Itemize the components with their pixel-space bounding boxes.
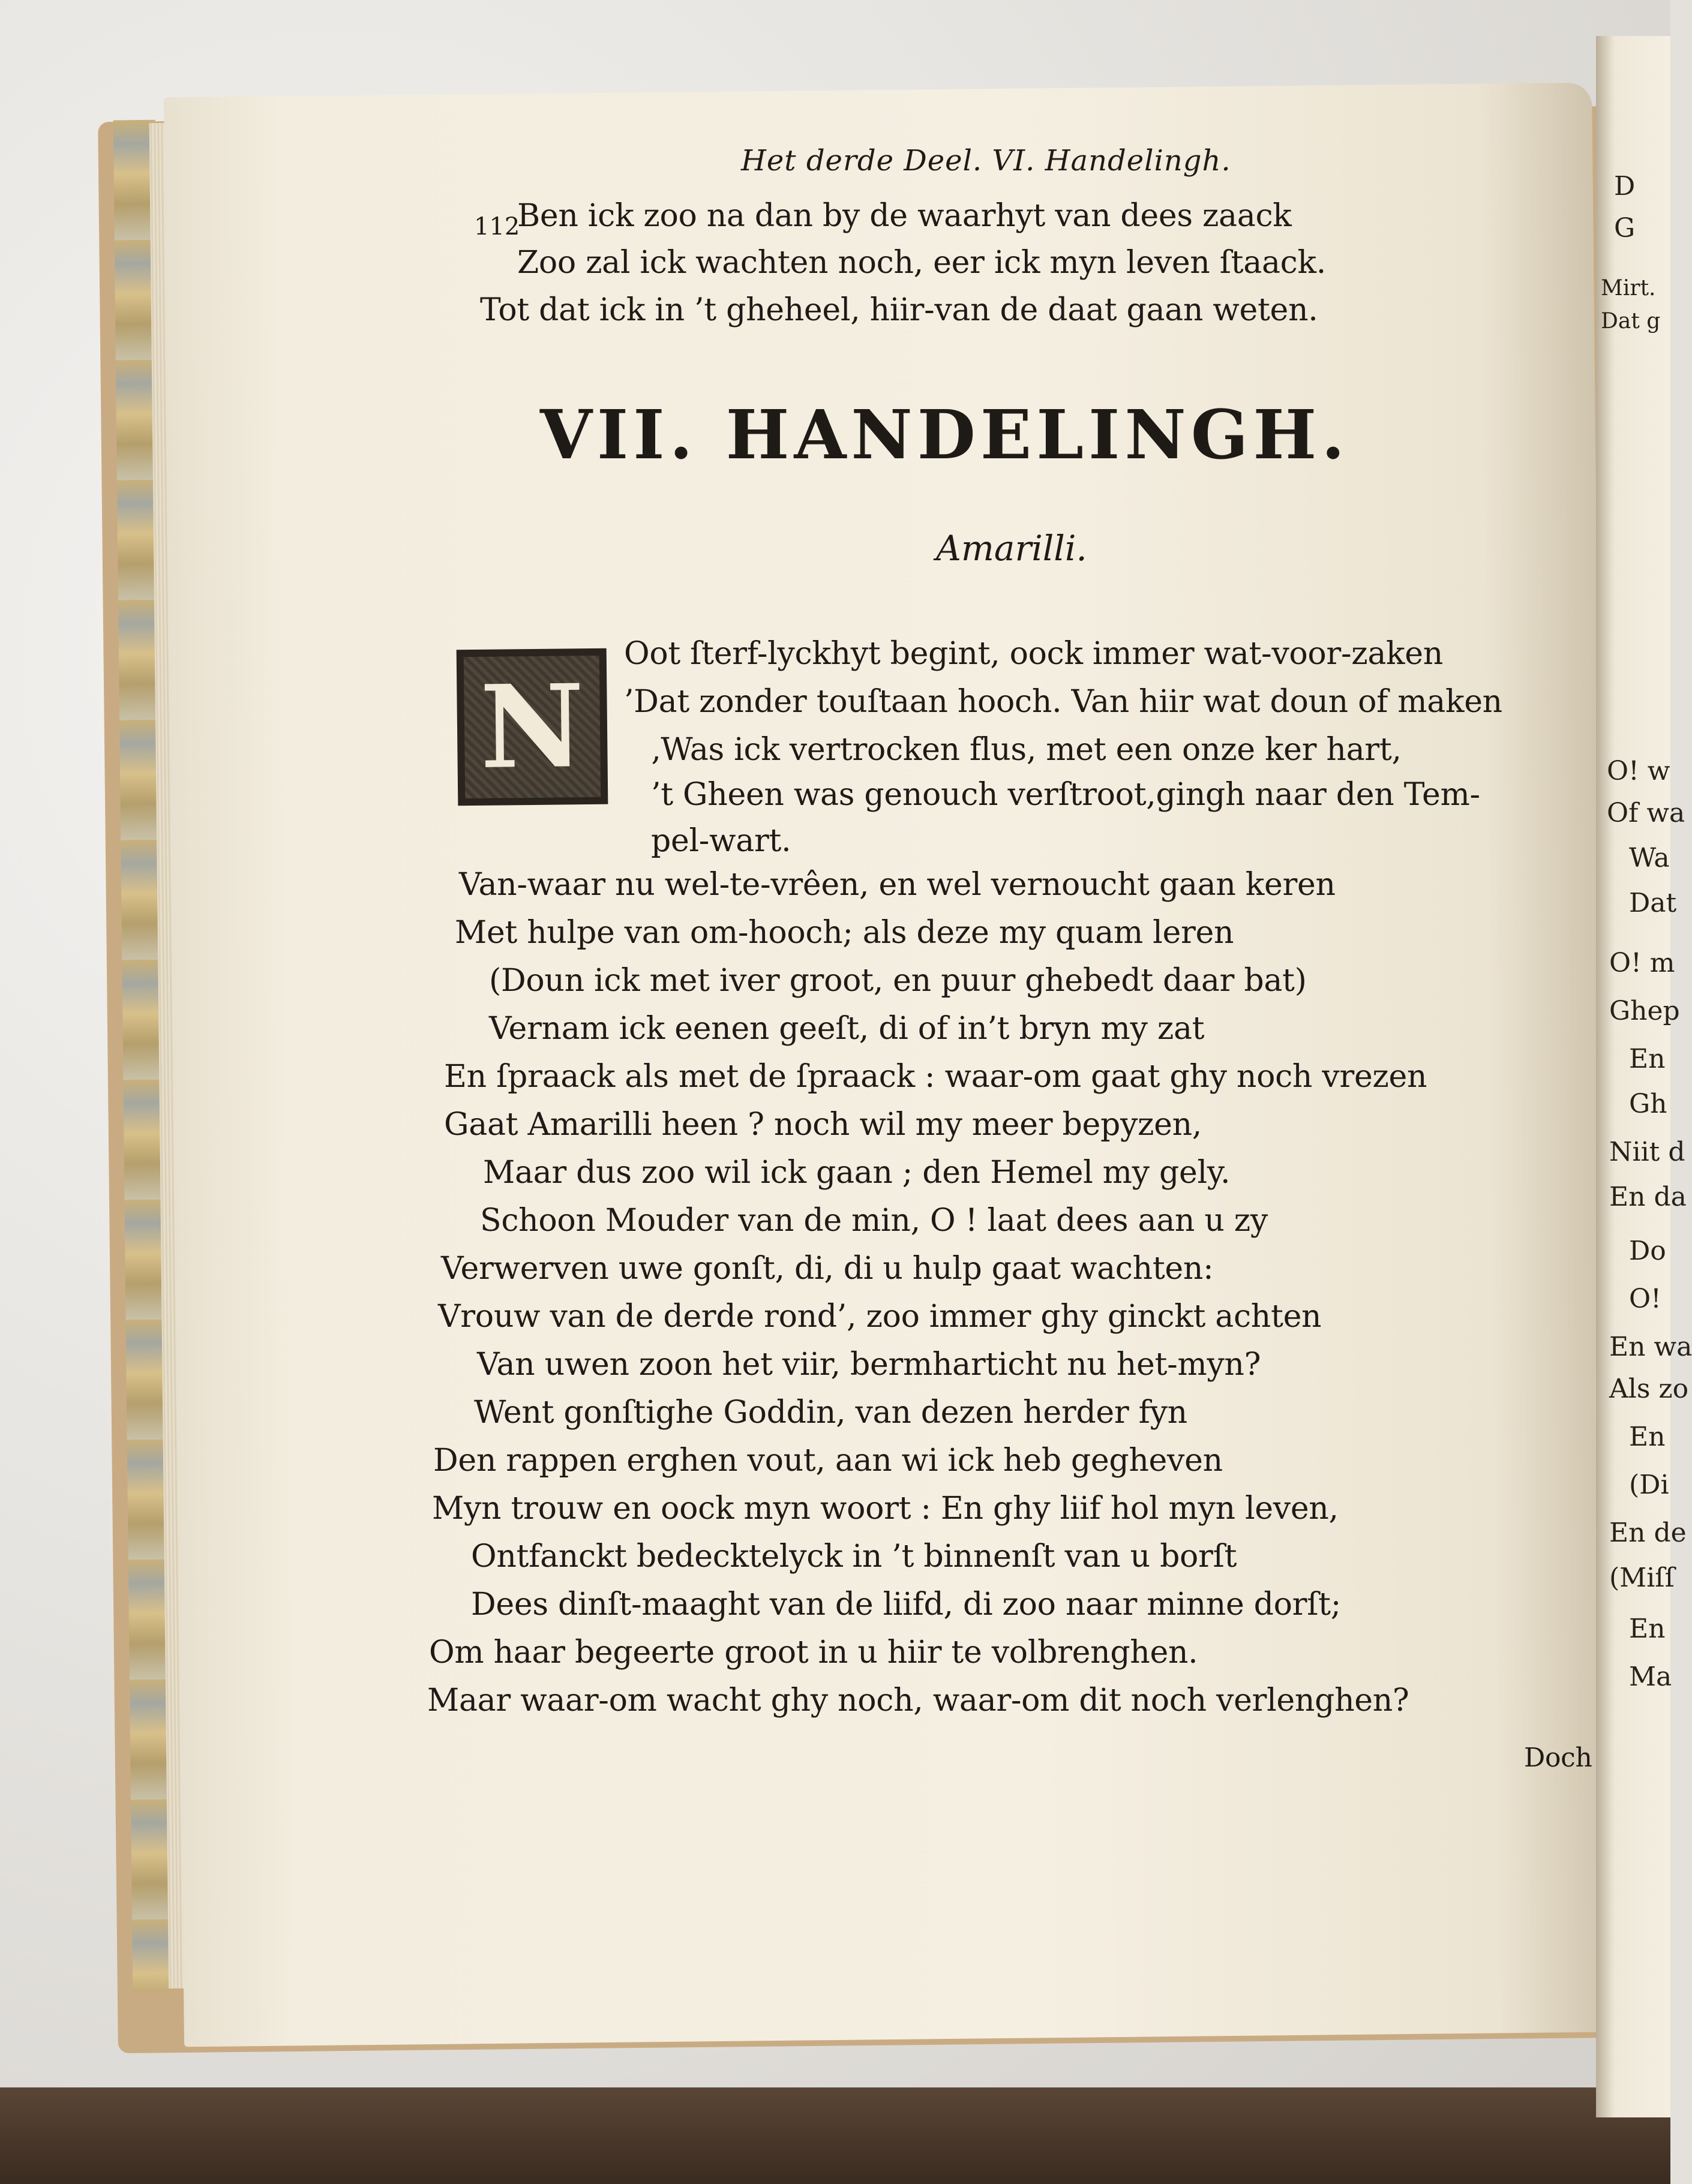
verse-line: Maar waar-om wacht ghy noch, waar-om dit noch verlenghen?	[427, 1683, 1409, 1719]
verse-line: Gaat Amarilli heen ? noch wil my meer bepyzen,	[444, 1107, 1202, 1143]
facing-fragment: Ghep	[1609, 996, 1680, 1026]
facing-fragment: Of wa	[1607, 798, 1685, 828]
facing-fragment: D	[1614, 171, 1636, 202]
verse-line: Tot dat ick in ’t gheheel, hiir-van de daat gaan weten.	[480, 292, 1318, 328]
verse-line: Myn trouw en oock myn woort : En ghy liif hol myn leven,	[432, 1491, 1339, 1527]
facing-fragment: En	[1629, 1422, 1666, 1452]
facing-fragment: Dat	[1629, 888, 1677, 918]
verse-line: pel-wart.	[651, 823, 791, 859]
facing-fragment: En da	[1609, 1182, 1687, 1212]
facing-page	[1596, 36, 1692, 2117]
speaker-name: Amarilli.	[936, 528, 1087, 569]
facing-fragment: Dat g	[1601, 309, 1661, 334]
verse-line: Maar dus zoo wil ick gaan ; den Hemel my gely.	[483, 1155, 1231, 1191]
facing-fragment: En de	[1609, 1518, 1687, 1548]
verse-line: (Doun ick met iver groot, en puur ghebedt daar bat)	[489, 963, 1307, 999]
verse-line: Schoon Mouder van de min, O ! laat dees aan u zy	[480, 1203, 1268, 1239]
verse-line: ‚Was ick vertrocken flus, met een onze ker hart,	[651, 732, 1402, 768]
facing-fragment: En wa	[1609, 1332, 1692, 1362]
act-title: VII. HANDELINGH.	[540, 396, 1350, 474]
facing-fragment: Gh	[1629, 1089, 1667, 1119]
facing-fragment: O!	[1629, 1284, 1661, 1314]
initial-letter: N	[479, 659, 585, 794]
verse-line: Zoo zal ick wachten noch, eer ick myn leven ſtaack.	[517, 245, 1326, 281]
verse-line: Van-waar nu wel-te-vrêen, en wel vernoucht gaan keren	[459, 867, 1336, 903]
verse-line: En ſpraack als met de ſpraack : waar-om gaat ghy noch vrezen	[444, 1059, 1427, 1095]
verse-line: ’t Gheen was genouch verſtroot,gingh naar den Tem-	[651, 777, 1480, 813]
facing-fragment: Do	[1629, 1236, 1666, 1266]
verse-line: ’Dat zonder touſtaan hooch. Van hiir wat doun of maken	[624, 684, 1502, 720]
table-edge	[0, 2087, 1670, 2184]
verse-line: Dees dinſt-maaght van de liifd, di zoo naar minne dorſt;	[471, 1587, 1341, 1623]
running-header: Het derde Deel. VI. Handelingh.	[741, 144, 1231, 178]
facing-fragment: Ma	[1629, 1662, 1672, 1692]
decorated-initial	[457, 648, 608, 806]
facing-fragment: Wa	[1629, 843, 1670, 873]
verse-line: Vrouw van de derde rond’, zoo immer ghy ginckt achten	[438, 1299, 1322, 1335]
facing-fragment: G	[1614, 213, 1636, 244]
verse-line: Met hulpe van om-hooch; als deze my quam leren	[455, 915, 1234, 951]
facing-fragment: (Di	[1629, 1470, 1669, 1500]
verse-line: Ontfanckt bedecktelyck in ’t binnenſt van u borſt	[471, 1539, 1237, 1575]
verse-line: Van uwen zoon het viir, bermharticht nu het-myn?	[477, 1347, 1261, 1383]
facing-fragment: Mirt.	[1601, 276, 1656, 301]
facing-fragment: O! w	[1607, 756, 1670, 786]
page-number: 112	[474, 213, 520, 241]
facing-fragment: (Miſſ	[1609, 1563, 1675, 1593]
facing-fragment: En	[1629, 1044, 1666, 1074]
facing-fragment: En	[1629, 1614, 1666, 1644]
verse-line: Verwerven uwe gonſt, di, di u hulp gaat wachten:	[441, 1251, 1214, 1287]
facing-fragment: O! m	[1609, 948, 1675, 978]
verse-line: Ben ick zoo na dan by de waarhyt van dees zaack	[517, 198, 1292, 234]
facing-fragment: Als zo	[1609, 1374, 1689, 1404]
verse-line: Om haar begeerte groot in u hiir te volbrenghen.	[429, 1635, 1198, 1671]
verse-line: Went gonſtighe Goddin, van dezen herder fyn	[474, 1395, 1187, 1431]
verse-line: Oot ſterf-lyckhyt begint, oock immer wat-voor-zaken	[624, 636, 1443, 672]
facing-fragment: Niit d	[1609, 1137, 1685, 1167]
verse-line: Vernam ick eenen geeſt, di of in’t bryn my zat	[489, 1011, 1205, 1047]
catchword: Doch	[1524, 1743, 1592, 1773]
verse-line: Den rappen erghen vout, aan wi ick heb gegheven	[433, 1443, 1223, 1479]
